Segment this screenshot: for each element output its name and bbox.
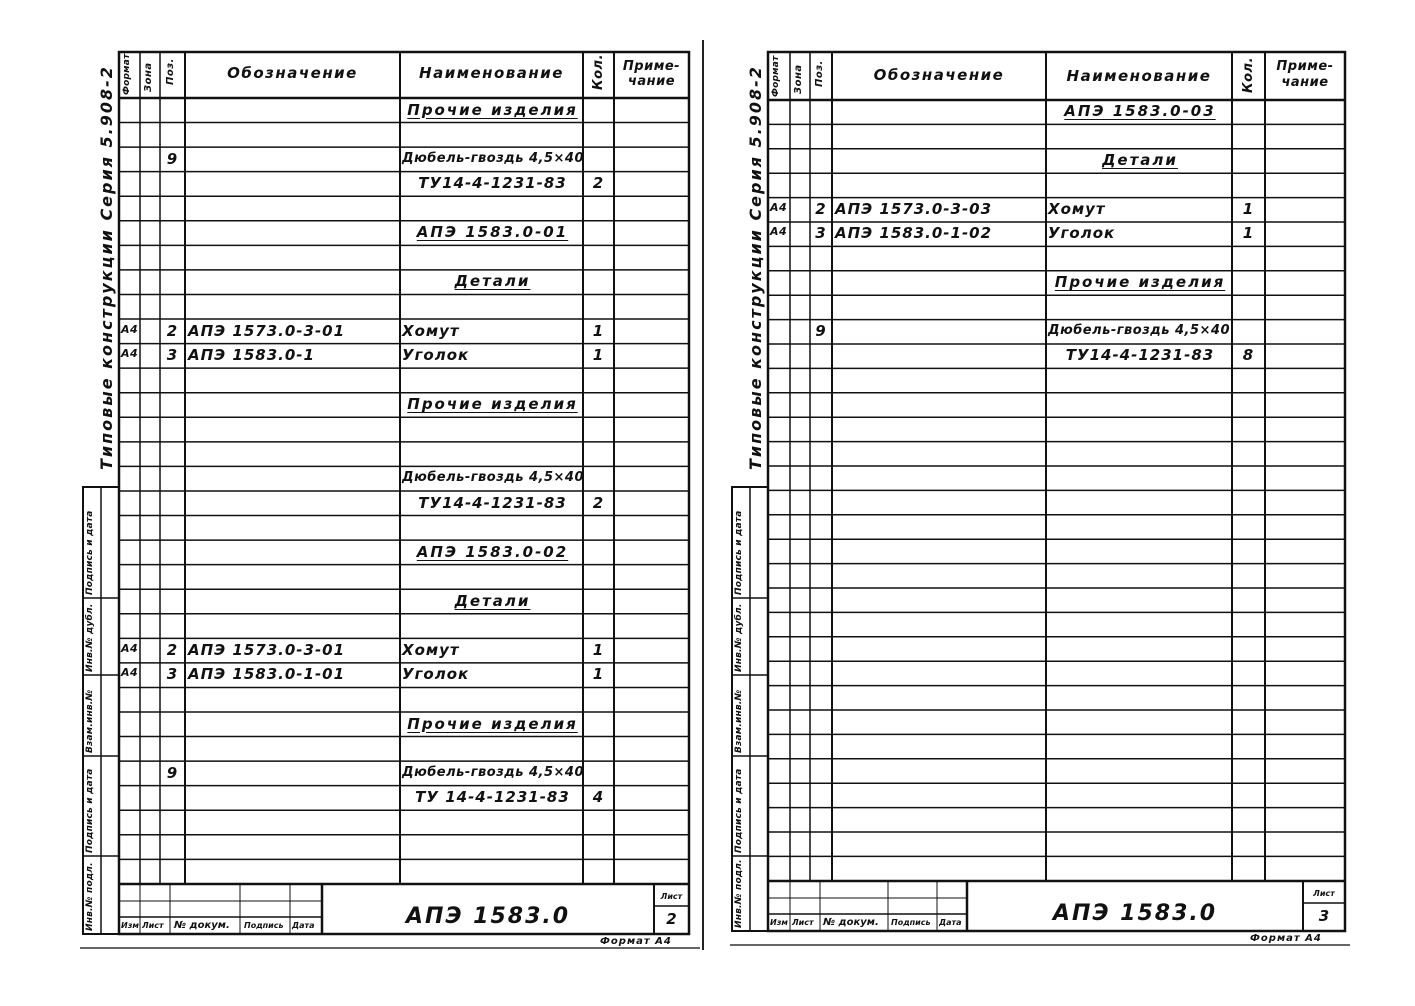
stamp-sign: Подпись [244, 921, 284, 930]
document-code: АПЭ 1583.0 [405, 904, 571, 929]
margin-label-inv-podl-r: Инв.№ подл. [734, 859, 744, 928]
col-header-qty: Кол. [591, 53, 606, 90]
row-quantity: 1 [592, 665, 605, 684]
margin-label-inv-podl: Инв.№ подл. [85, 862, 95, 931]
row-position: 3 [815, 224, 827, 243]
row-section-heading: Детали [1102, 151, 1178, 170]
row-name: Дюбель-гвоздь 4,5×40 [1048, 323, 1231, 338]
row-quantity: 1 [592, 321, 605, 340]
col-header-note-1: Приме- [622, 59, 681, 74]
row-name: Уголок [402, 665, 470, 684]
sheet-right-grid [705, 0, 1415, 1006]
row-quantity: 1 [592, 640, 605, 659]
row-section-heading: Детали [454, 272, 531, 291]
row-designation: АПЭ 1583.0-1-02 [835, 224, 993, 243]
stamp-date: Дата [292, 921, 315, 930]
row-name: Хомут [1048, 200, 1106, 218]
stamp-sheet-label: Лист [660, 892, 683, 901]
row-name: ТУ 14-4-1231-83 [415, 788, 570, 807]
row-quantity: 1 [1242, 200, 1255, 218]
stamp-izm: Изм [121, 921, 139, 930]
col-header-zone-r: Зона [793, 64, 804, 94]
row-designation: АПЭ 1573.0-3-01 [188, 640, 346, 659]
spec-sheet-left [0, 0, 705, 1006]
stamp-date-r: Дата [939, 918, 962, 927]
row-designation: АПЭ 1583.0-1-01 [188, 665, 346, 684]
row-position: 3 [166, 346, 179, 365]
row-format: А4 [121, 322, 139, 336]
row-format: А4 [770, 201, 788, 214]
row-quantity: 2 [592, 493, 605, 512]
row-name: ТУ14-4-1231-83 [418, 493, 567, 512]
margin-label-vzam-inv: Взам.инв.№ [85, 689, 95, 753]
col-header-note-2: чание [627, 74, 676, 89]
row-name: ТУ14-4-1231-83 [1065, 346, 1215, 365]
row-name: Хомут [402, 321, 460, 340]
row-quantity: 1 [1242, 224, 1255, 243]
stamp-sign-r: Подпись [891, 918, 931, 927]
row-position: 9 [166, 763, 179, 782]
row-section-heading: Детали [454, 591, 531, 610]
col-header-name-r: Наименование [1066, 67, 1212, 85]
row-section-heading: АПЭ 1583.0-02 [416, 542, 569, 561]
row-position: 2 [166, 640, 179, 659]
row-name: Хомут [402, 640, 460, 659]
margin-label-inv-dubl-r: Инв.№ дубл. [734, 603, 744, 672]
col-header-designation: Обозначение [227, 64, 358, 82]
spec-sheet-right [705, 0, 1415, 1006]
row-format: А4 [121, 641, 139, 655]
row-name: ТУ14-4-1231-83 [418, 174, 567, 193]
row-position: 2 [166, 321, 179, 340]
margin-label-vzam-inv-r: Взам.инв.№ [734, 689, 744, 753]
row-quantity: 2 [592, 174, 605, 193]
stamp-doc-no-r: № докум. [823, 917, 879, 928]
row-position: 9 [166, 149, 179, 168]
row-quantity: 1 [592, 346, 605, 365]
row-position: 3 [166, 665, 179, 684]
margin-label-sign-date-2-r: Подпись и дата [734, 768, 744, 853]
stamp-izm-r: Изм [770, 918, 788, 927]
margin-label-sign-date-r: Подпись и дата [734, 510, 744, 595]
row-designation: АПЭ 1573.0-3-03 [835, 200, 993, 218]
col-header-qty-r: Кол. [1241, 56, 1256, 93]
document-code-right: АПЭ 1583.0 [1052, 901, 1218, 926]
series-side-title: Типовые конструкции Серия 5.908-2 [97, 65, 116, 470]
row-section-heading: Прочие изделия [407, 714, 578, 733]
stamp-sheet-label-r: Лист [1313, 889, 1335, 898]
row-position: 9 [815, 322, 827, 340]
margin-label-sign-date: Подпись и дата [85, 510, 95, 595]
format-label: Формат А4 [600, 936, 672, 947]
sheet-number-right: 3 [1318, 907, 1330, 925]
stamp-doc-no: № докум. [174, 920, 230, 931]
stamp-list-r: Лист [792, 918, 814, 927]
row-format: А4 [770, 225, 788, 239]
col-header-format-r: Формат [771, 55, 781, 97]
row-section-heading: АПЭ 1583.0-01 [416, 223, 569, 242]
col-header-note-1-r: Приме- [1276, 59, 1334, 74]
col-header-format: Формат [122, 53, 132, 95]
row-section-heading: Прочие изделия [407, 100, 578, 119]
col-header-pos-r: Поз. [814, 60, 825, 87]
row-quantity: 8 [1242, 346, 1255, 365]
col-header-pos: Поз. [165, 58, 176, 85]
series-side-title-right: Типовые конструкции Серия 5.908-2 [746, 65, 765, 470]
row-name: Дюбель-гвоздь 4,5×40 [402, 469, 585, 485]
stamp-list: Лист [142, 921, 164, 930]
row-designation: АПЭ 1573.0-3-01 [188, 321, 346, 340]
row-format: А4 [121, 347, 139, 361]
format-label-r: Формат А4 [1250, 933, 1322, 944]
col-header-name: Наименование [419, 64, 564, 82]
row-position: 2 [815, 200, 827, 218]
row-designation: АПЭ 1583.0-1 [188, 346, 315, 365]
margin-label-sign-date-2: Подпись и дата [85, 768, 95, 853]
row-section-heading: АПЭ 1583.0-03 [1064, 102, 1216, 121]
row-section-heading: Прочие изделия [407, 395, 578, 414]
col-header-designation-r: Обозначение [873, 66, 1005, 84]
row-name: Уголок [402, 346, 470, 365]
row-quantity: 4 [592, 788, 605, 807]
col-header-zone: Зона [143, 62, 154, 92]
col-header-note-2-r: чание [1281, 75, 1329, 90]
row-format: А4 [121, 666, 139, 680]
margin-label-inv-dubl: Инв.№ дубл. [85, 603, 95, 672]
row-section-heading: Прочие изделия [1054, 273, 1226, 292]
row-name: Уголок [1048, 224, 1116, 243]
sheet-number: 2 [666, 910, 677, 928]
row-name: Дюбель-гвоздь 4,5×40 [402, 764, 585, 780]
row-name: Дюбель-гвоздь 4,5×40 [402, 150, 585, 166]
